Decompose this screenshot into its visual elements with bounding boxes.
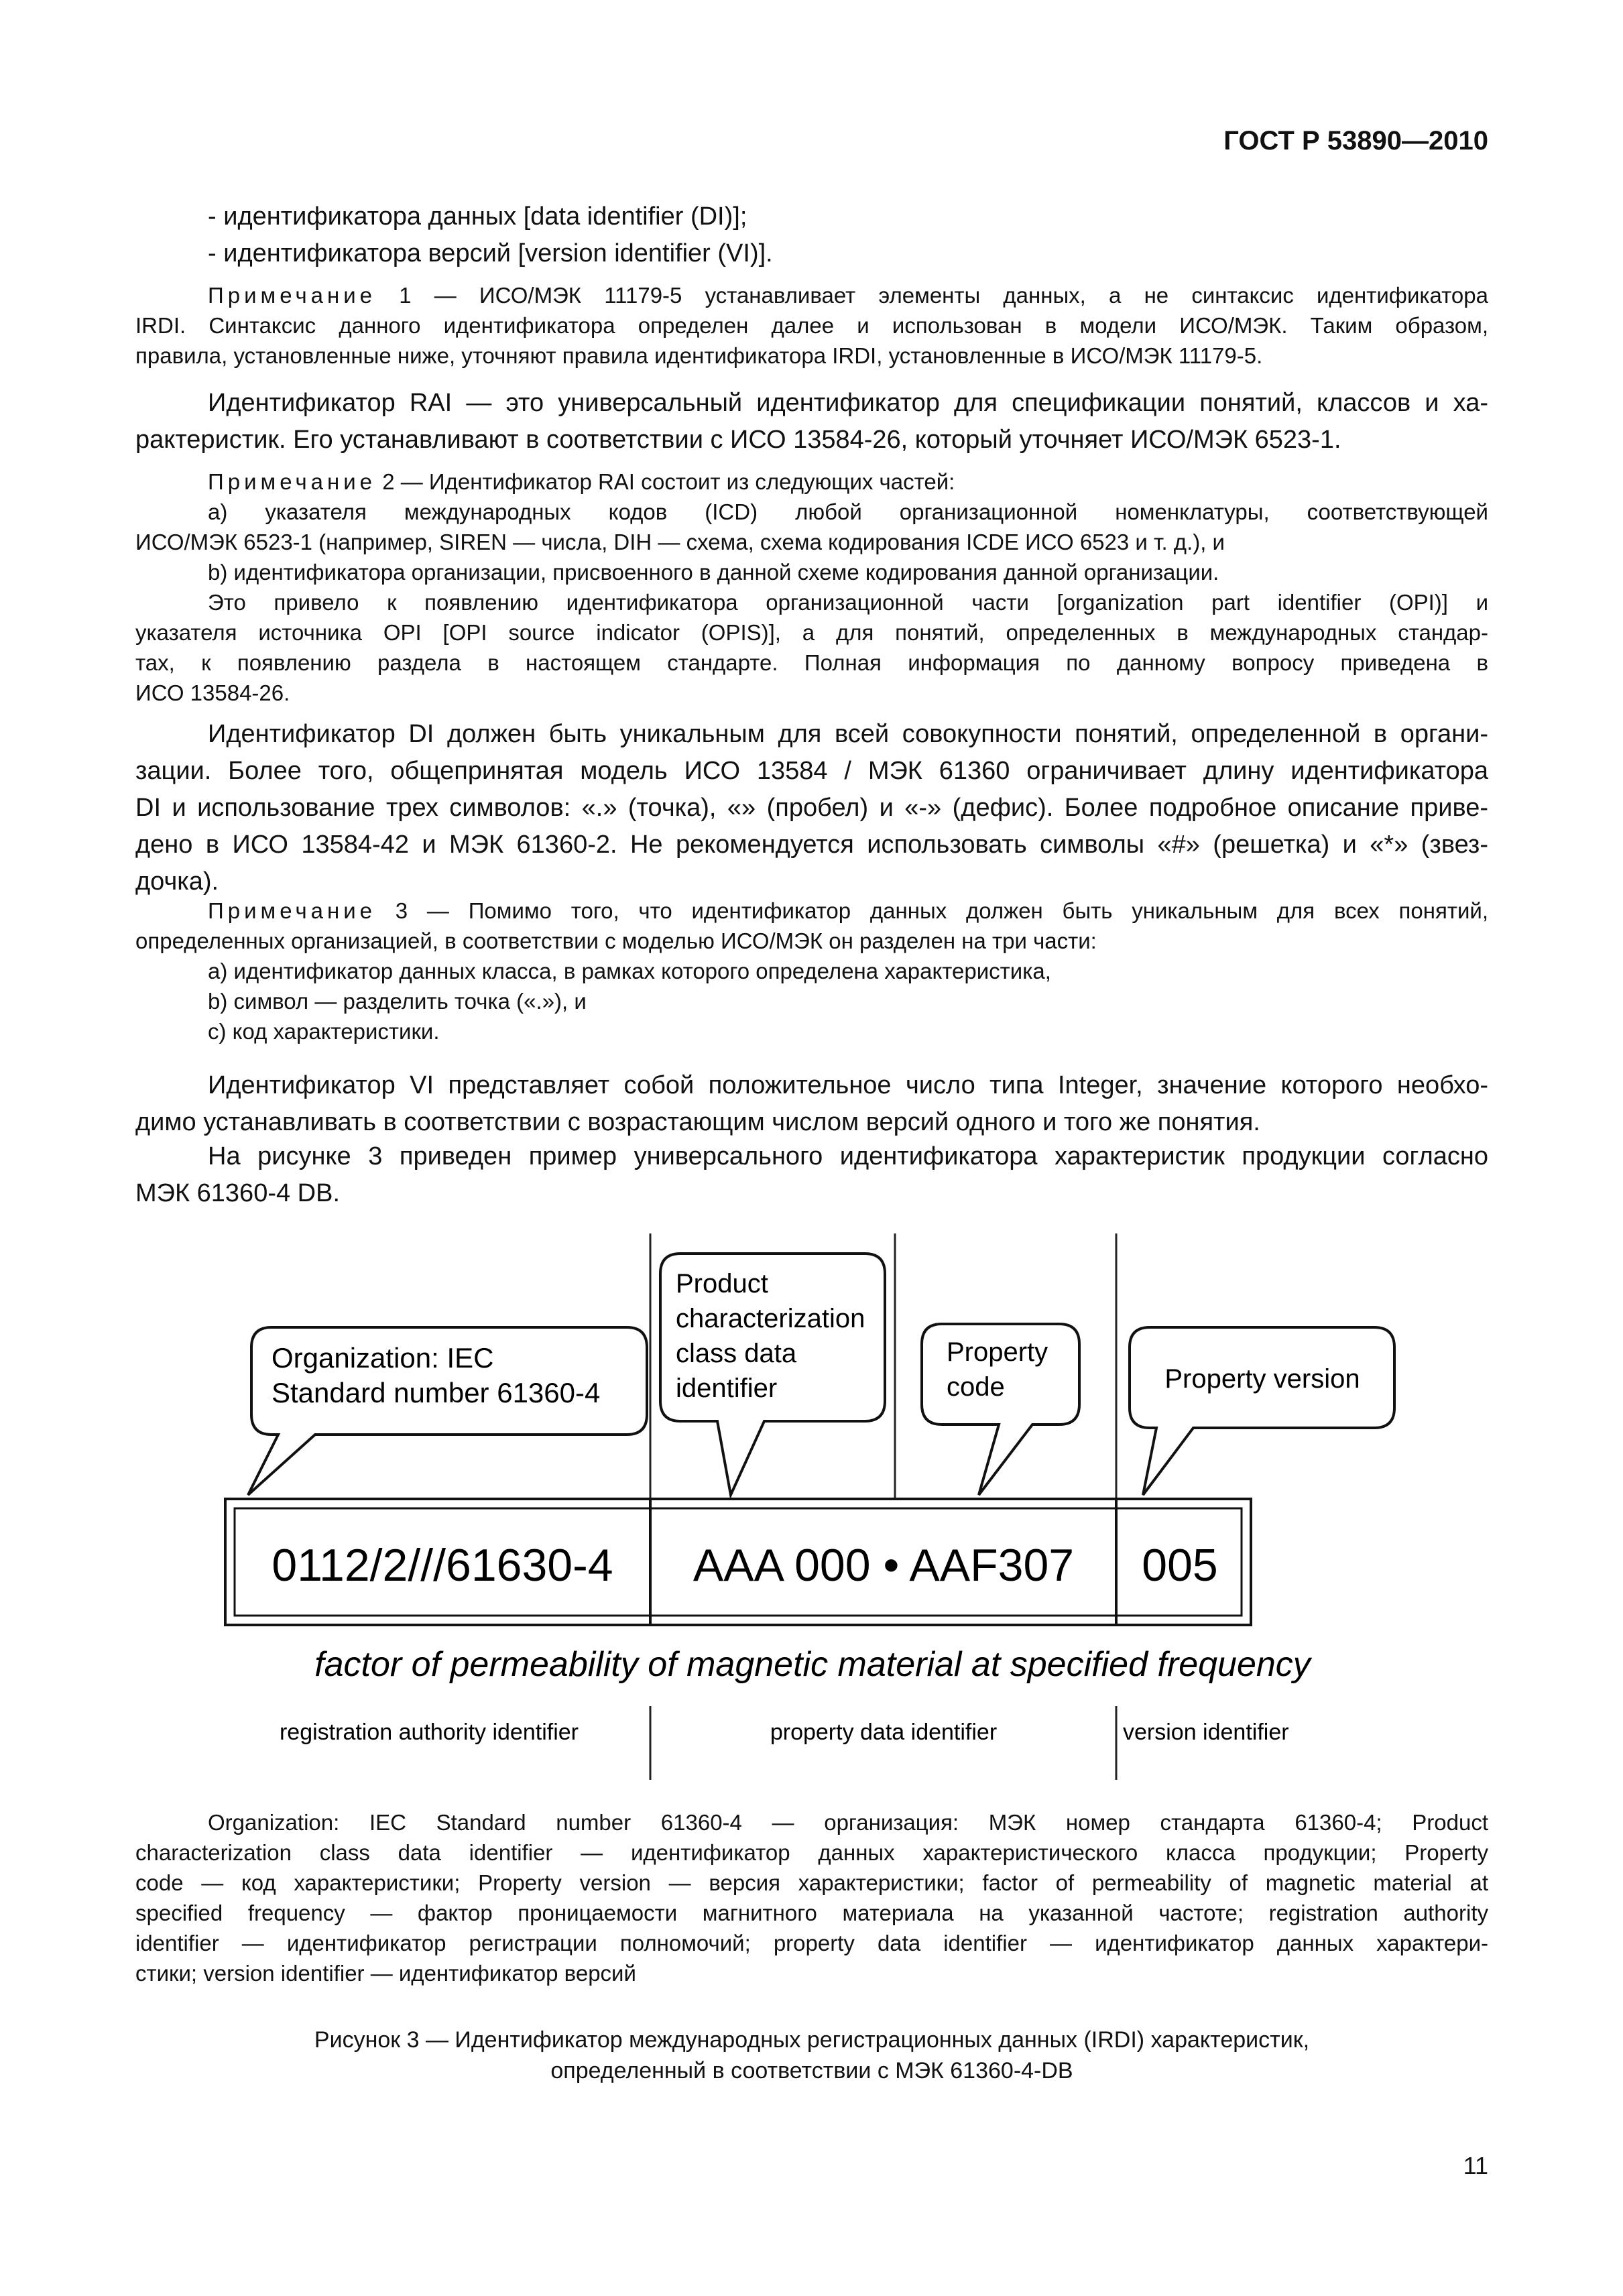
- callout-class-line: Product: [676, 1269, 768, 1298]
- note-text: c) код характеристики.: [208, 1019, 440, 1044]
- caption-line: Рисунок 3 — Идентификатор международных регистрационных данных (IRDI) характеристик,: [314, 2027, 1310, 2053]
- note-text: a) указателя международных кодов (ICD) любой организационной номенклатуры, соответствующей: [208, 499, 1488, 524]
- callout-code-line: code: [947, 1372, 1005, 1402]
- caption-line: определенный в соответствии с МЭК 61360-4-DB: [550, 2058, 1073, 2083]
- list-item: - идентификатора версий [version identifier (VI)].: [208, 239, 773, 267]
- callout-code-line: Property: [947, 1337, 1048, 1367]
- legend-line: identifier — идентификатор регистрации полномочий; property data identifier — идентификатор данных характери-: [135, 1931, 1488, 1955]
- note-text: правила, установленные ниже, уточняют правила идентификатора IRDI, установленные в ИСО/МЭК 11179-5.: [135, 343, 1263, 368]
- paragraph-line: рактеристик. Его устанавливают в соответствии с ИСО 13584-26, который уточняет ИСО/МЭК 6523-1.: [135, 426, 1341, 454]
- top-list: [208, 198, 1482, 272]
- list-item: - идентификатора данных [data identifier (DI)];: [208, 202, 747, 231]
- paragraph-line: DI и использование трех символов: «.» (точка), «» (пробел) и «-» (дефис). Более подробное описание приве-: [135, 794, 1488, 822]
- note-label: Примечание: [208, 469, 377, 494]
- callout-org-line: Standard number 61360-4: [272, 1377, 601, 1408]
- paragraph-line: димо устанавливать в соответствии с возрастающим числом версий одного и того же понятия.: [135, 1108, 1260, 1136]
- label-di: property data identifier: [770, 1719, 998, 1745]
- irdi-figure: [0, 1227, 1623, 1790]
- paragraph-line: Идентификатор RAI — это универсальный идентификатор для спецификации понятий, классов и ха-: [208, 389, 1488, 417]
- paragraph-line: дочка).: [135, 867, 219, 896]
- callout-class-line: identifier: [676, 1374, 778, 1403]
- note-1: [135, 280, 1488, 371]
- note-text: тах, к появлению раздела в настоящем стандарте. Полная информация по данному вопросу приведена в: [135, 650, 1488, 675]
- code-di: AAA 000 • AAF307: [693, 1540, 1075, 1591]
- paragraph-rai: [135, 385, 1488, 459]
- figure-italic-caption: factor of permeability of magnetic material at specified frequency: [314, 1645, 1311, 1684]
- note-text: ИСО/МЭК 6523-1 (например, SIREN — числа, DIH — схема, схема кодирования ICDE ИСО 6523 и т. д.), и: [135, 530, 1225, 554]
- note-label: Примечание: [208, 898, 377, 923]
- paragraph-di: [135, 716, 1488, 900]
- note-text: 2 — Идентификатор RAI состоит из следующих частей:: [382, 469, 955, 494]
- legend-line: Organization: IEC Standard number 61360-4 — организация: МЭК номер стандарта 61360-4; Product: [208, 1810, 1488, 1835]
- callout-class-line: class data: [676, 1339, 797, 1368]
- paragraph-line: зации. Более того, общепринятая модель ИСО 13584 / МЭК 61360 ограничивает длину идентификатора: [135, 757, 1488, 785]
- note-text: b) символ — разделить точка («.»), и: [208, 989, 587, 1014]
- note-text: 3 — Помимо того, что идентификатор данных должен быть уникальным для всех понятий,: [395, 898, 1488, 923]
- paragraph-line: Идентификатор VI представляет собой положительное число типа Integer, значение которого необхо-: [208, 1071, 1488, 1099]
- figure-legend: [135, 1807, 1488, 1988]
- callout-org-line: Organization: IEC: [272, 1342, 494, 1374]
- legend-line: characterization class data identifier — идентификатор данных характеристического класса продукции; Property: [135, 1840, 1488, 1865]
- label-vi: version identifier: [1123, 1719, 1289, 1745]
- note-3: [135, 896, 1488, 1046]
- note-text: IRDI. Синтаксис данного идентификатора определен далее и использован в модели ИСО/МЭК. Таким образом,: [135, 313, 1488, 338]
- note-2: [135, 467, 1488, 708]
- note-text: b) идентификатора организации, присвоенного в данной схеме кодирования данной организации.: [208, 560, 1219, 585]
- note-text: определенных организацией, в соответствии с моделью ИСО/МЭК он разделен на три части:: [135, 928, 1097, 953]
- note-label: Примечание: [208, 283, 377, 308]
- figure-caption: [135, 2025, 1488, 2086]
- paragraph-line: Идентификатор DI должен быть уникальным для всей совокупности понятий, определенной в органи-: [208, 720, 1488, 748]
- legend-line: specified frequency — фактор проницаемости магнитного материала на указанной частоте; registration authority: [135, 1900, 1488, 1925]
- paragraph-line: МЭК 61360-4 DB.: [135, 1179, 341, 1207]
- paragraph-line: дено в ИСО 13584-42 и МЭК 61360-2. Не рекомендуется использовать символы «#» (решетка) и «*» (звез-: [135, 831, 1488, 859]
- note-text: ИСО 13584-26.: [135, 680, 290, 705]
- note-text: a) идентификатор данных класса, в рамках которого определена характеристика,: [208, 959, 1051, 983]
- callout-class-line: characterization: [676, 1304, 865, 1333]
- document-header: ГОСТ Р 53890—2010: [1223, 126, 1488, 156]
- paragraph-vi: [135, 1067, 1488, 1141]
- note-text: указателя источника OPI [OPI source indicator (OPIS)], а для понятий, определенных в международных стандар-: [135, 620, 1488, 645]
- paragraph-line: На рисунке 3 приведен пример универсального идентификатора характеристик продукции согласно: [208, 1142, 1488, 1170]
- paragraph-figure-intro: [135, 1138, 1488, 1212]
- code-vi: 005: [1142, 1540, 1218, 1591]
- code-rai: 0112/2///61630-4: [272, 1540, 613, 1591]
- callout-property-version: [1130, 1327, 1394, 1495]
- legend-line: стики; version identifier — идентификатор версий: [135, 1961, 636, 1986]
- legend-line: code — код характеристики; Property version — версия характеристики; factor of permeability of magnetic material at: [135, 1870, 1488, 1895]
- label-rai: registration authority identifier: [279, 1719, 579, 1745]
- note-text: 1 — ИСО/МЭК 11179-5 устанавливает элементы данных, а не синтаксис идентификатора: [399, 283, 1488, 308]
- page-number: 11: [1463, 2152, 1488, 2179]
- callout-version-text: Property version: [1164, 1364, 1360, 1394]
- note-text: Это привело к появлению идентификатора организационной части [organization part identifier (OPI)] и: [208, 590, 1488, 615]
